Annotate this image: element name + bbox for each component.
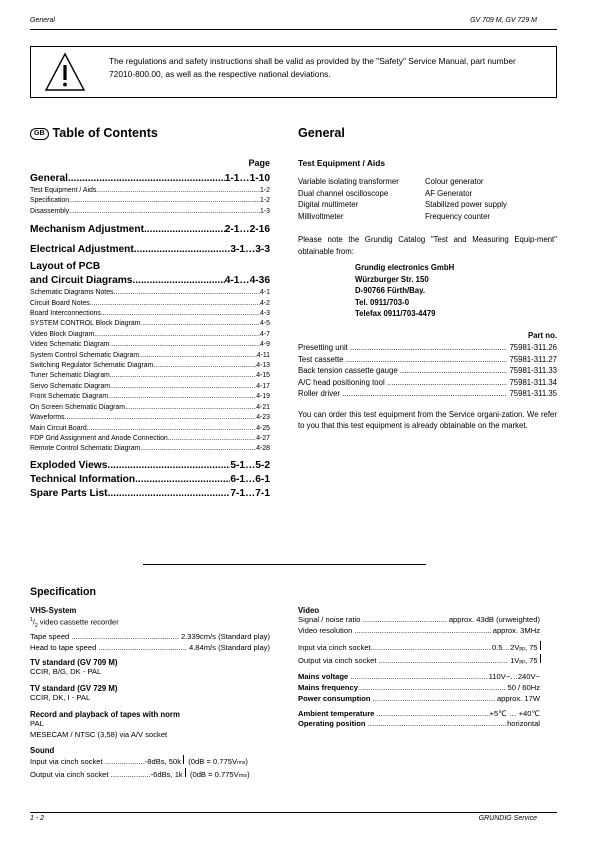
tv709-heading: TV standard (GV 709 M) — [30, 658, 118, 668]
toc-item[interactable]: Test Equipment / Aids ..... 1-2 — [30, 186, 270, 196]
record-heading: Record and playback of tapes with norm — [30, 710, 180, 720]
toc-section-entry[interactable]: Spare Parts List ..... 7-1…7-1 — [30, 487, 270, 501]
resolution-row: Video resolution ..... approx. 3MHz — [298, 626, 540, 637]
toc-item[interactable]: Circuit Board Notes ..... 4-2 — [30, 299, 270, 309]
footer-right: GRUNDIG Service — [478, 815, 537, 822]
toc-item[interactable]: Waveforms ..... 4-23 — [30, 413, 270, 423]
part-row: A/C head positioning tool ..... 75981-311.34 — [298, 377, 557, 389]
sn-row: Signal / noise ratio ..... approx. 43dB (unweighted) — [298, 615, 540, 626]
toc-layout-entry[interactable]: and Circuit Diagrams ..... 4-1…4-36 — [30, 274, 270, 288]
test-equipment-heading: Test Equipment / Aids — [298, 158, 386, 168]
address-line: Würzburger Str. 150 — [355, 274, 429, 284]
part-row: Presetting unit ..... 75981-311.26 — [298, 342, 557, 354]
sound-input-row: Input via cinch socket ..... -8dBs, 50k (0dB = 0.775V rms ) — [30, 755, 270, 769]
footer-left: 1 - 2 — [30, 815, 45, 822]
address-line: Telefax 0911/703-4479 — [355, 309, 436, 318]
warning-triangle-icon — [43, 51, 87, 93]
address-line: Grundig electronics GmbH — [355, 263, 455, 272]
equipment-item: Digital multimeter — [298, 200, 359, 209]
equipment-item: Millivoltmeter — [298, 211, 344, 221]
header-right: GV 709 M, GV 729 M — [470, 17, 537, 24]
address-line: D-90766 Fürth/Bay. — [355, 286, 426, 295]
footer-rule — [30, 812, 557, 813]
video-output-row: Output via cinch socket ..... 1V pp , 75 — [298, 654, 540, 668]
record-line-2: MESECAM / NTSC (3,58) via A/V socket — [30, 729, 168, 739]
header-left: General — [30, 17, 55, 24]
catalog-note: Please note the Grundig Catalog "Test and Measuring Equip-ment" obtainable from: — [298, 235, 557, 256]
power-row: Power consumption ..... approx. 17W — [298, 694, 540, 705]
toc-section-entry[interactable]: General ..... 1-1…1-10 — [30, 172, 270, 186]
equipment-item: Dual channel oscilloscope — [298, 188, 389, 198]
general-section — [298, 126, 557, 432]
part-no-label: Part no. — [527, 330, 557, 340]
equipment-item: Frequency counter — [425, 211, 491, 221]
ambient-row: Ambient temperature ..... +5℃ … +40℃ — [298, 709, 540, 720]
spec-right-column — [298, 606, 540, 730]
toc-section-entry[interactable]: Electrical Adjustment ..... 3-1…3-3 — [30, 243, 270, 257]
order-note: You can order this test equipment from the Service organi-zation. We refer to you that this test equipment is already obtainable on the market. — [298, 409, 557, 430]
toc-item[interactable]: System Control Schematic Diagram ..... 4-11 — [30, 351, 270, 361]
equipment-list — [298, 176, 557, 222]
vhs-desc: $^1/_2$ video cassette recorder — [30, 617, 119, 630]
toc-layout-title-1: Layout of PCB — [30, 261, 101, 273]
section-divider — [143, 564, 426, 565]
toc-title: GB Table of Contents — [30, 126, 270, 140]
toc-item[interactable]: Specification ..... 1-2 — [30, 196, 270, 206]
tv729-heading: TV standard (GV 729 M) — [30, 684, 118, 694]
header-rule — [30, 29, 557, 30]
safety-notice-text: The regulations and safety instructions shall be valid as provided by the "Safety" Service Manual, part number 72010-800.00, as well as the respective national deviations. — [109, 56, 516, 79]
part-row: Roller driver ..... 75981-311.35 — [298, 388, 557, 400]
table-of-contents — [30, 126, 270, 501]
spec-title: Specification — [30, 586, 96, 598]
toc-item[interactable]: FDP Grid Assignment and Anode Connection ..... 4-27 — [30, 434, 270, 444]
toc-item[interactable]: Servo Schematic Diagram ..... 4-17 — [30, 382, 270, 392]
sound-heading: Sound — [30, 745, 55, 755]
toc-item[interactable]: Video Block Diagram ..... 4-7 — [30, 330, 270, 340]
toc-section-entry[interactable]: Technical Information ..... 6-1…6-1 — [30, 473, 270, 487]
safety-notice-box — [30, 46, 557, 98]
tape-speed-row: Tape speed ..... 2.339cm/s (Standard play) — [30, 632, 270, 643]
address-line: Tel. 0911/703-0 — [355, 297, 410, 307]
equipment-item: Stabilized power supply — [425, 200, 507, 209]
toc-item[interactable]: Main Circuit Board ..... 4-25 — [30, 424, 270, 434]
part-row: Back tension cassette gauge ..... 75981-311.33 — [298, 365, 557, 377]
head-speed-row: Head to tape speed ..... 4.84m/s (Standard play) — [30, 643, 270, 654]
general-title: General — [298, 126, 345, 140]
video-input-row: Input via cinch socket ..... 0.5…2V pp , 75 — [298, 641, 540, 655]
mains-voltage-row: Mains voltage ..... 110V~…240V~ — [298, 672, 540, 683]
record-line-1: PAL — [30, 719, 44, 729]
video-heading: Video — [298, 606, 320, 615]
gb-badge: GB — [30, 128, 49, 140]
toc-item[interactable]: Disassembly ..... 1-3 — [30, 207, 270, 217]
toc-item[interactable]: Schematic Diagrams Notes ..... 4-1 — [30, 288, 270, 298]
toc-section-entry[interactable]: Exploded Views ..... 5-1…5-2 — [30, 459, 270, 473]
sound-output-row: Output via cinch socket ..... -6dBs, 1k (0dB = 0.775V rms ) — [30, 768, 270, 782]
toc-item[interactable]: On Screen Schematic Diagram ..... 4-21 — [30, 403, 270, 413]
toc-item[interactable]: Board Interconnections ..... 4-3 — [30, 309, 270, 319]
address-block — [355, 262, 557, 320]
vhs-heading: VHS-System — [30, 606, 77, 615]
spec-left-column — [30, 606, 270, 782]
tv709-value: CCIR, B/G, DK - PAL — [30, 667, 102, 677]
toc-item[interactable]: Video Schematic Diagram ..... 4-9 — [30, 340, 270, 350]
toc-item[interactable]: Switching Regulator Schematic Diagram ..... 4-13 — [30, 361, 270, 371]
equipment-item: Colour generator — [425, 177, 484, 186]
equipment-item: Variable isolating transformer — [298, 177, 399, 186]
equipment-item: AF Generator — [425, 188, 473, 198]
position-row: Operating position ..... horizontal — [298, 719, 540, 730]
mains-frequency-row: Mains frequency ..... 50 / 60Hz — [298, 683, 540, 694]
tv729-value: CCIR, DK, I - PAL — [30, 693, 91, 703]
toc-page-label: Page — [248, 158, 270, 168]
toc-section-entry[interactable]: Mechanism Adjustment ..... 2-1…2-16 — [30, 223, 270, 237]
toc-item[interactable]: Front Schematic Diagram ..... 4-19 — [30, 392, 270, 402]
toc-item[interactable]: Tuner Schematic Diagram ..... 4-15 — [30, 371, 270, 381]
part-row: Test cassette ..... 75981-311.27 — [298, 354, 557, 366]
toc-item[interactable]: SYSTEM CONTROL Block Diagram ..... 4-5 — [30, 319, 270, 329]
toc-item[interactable]: Remote Control Schematic Diagram ..... 4-28 — [30, 444, 270, 454]
